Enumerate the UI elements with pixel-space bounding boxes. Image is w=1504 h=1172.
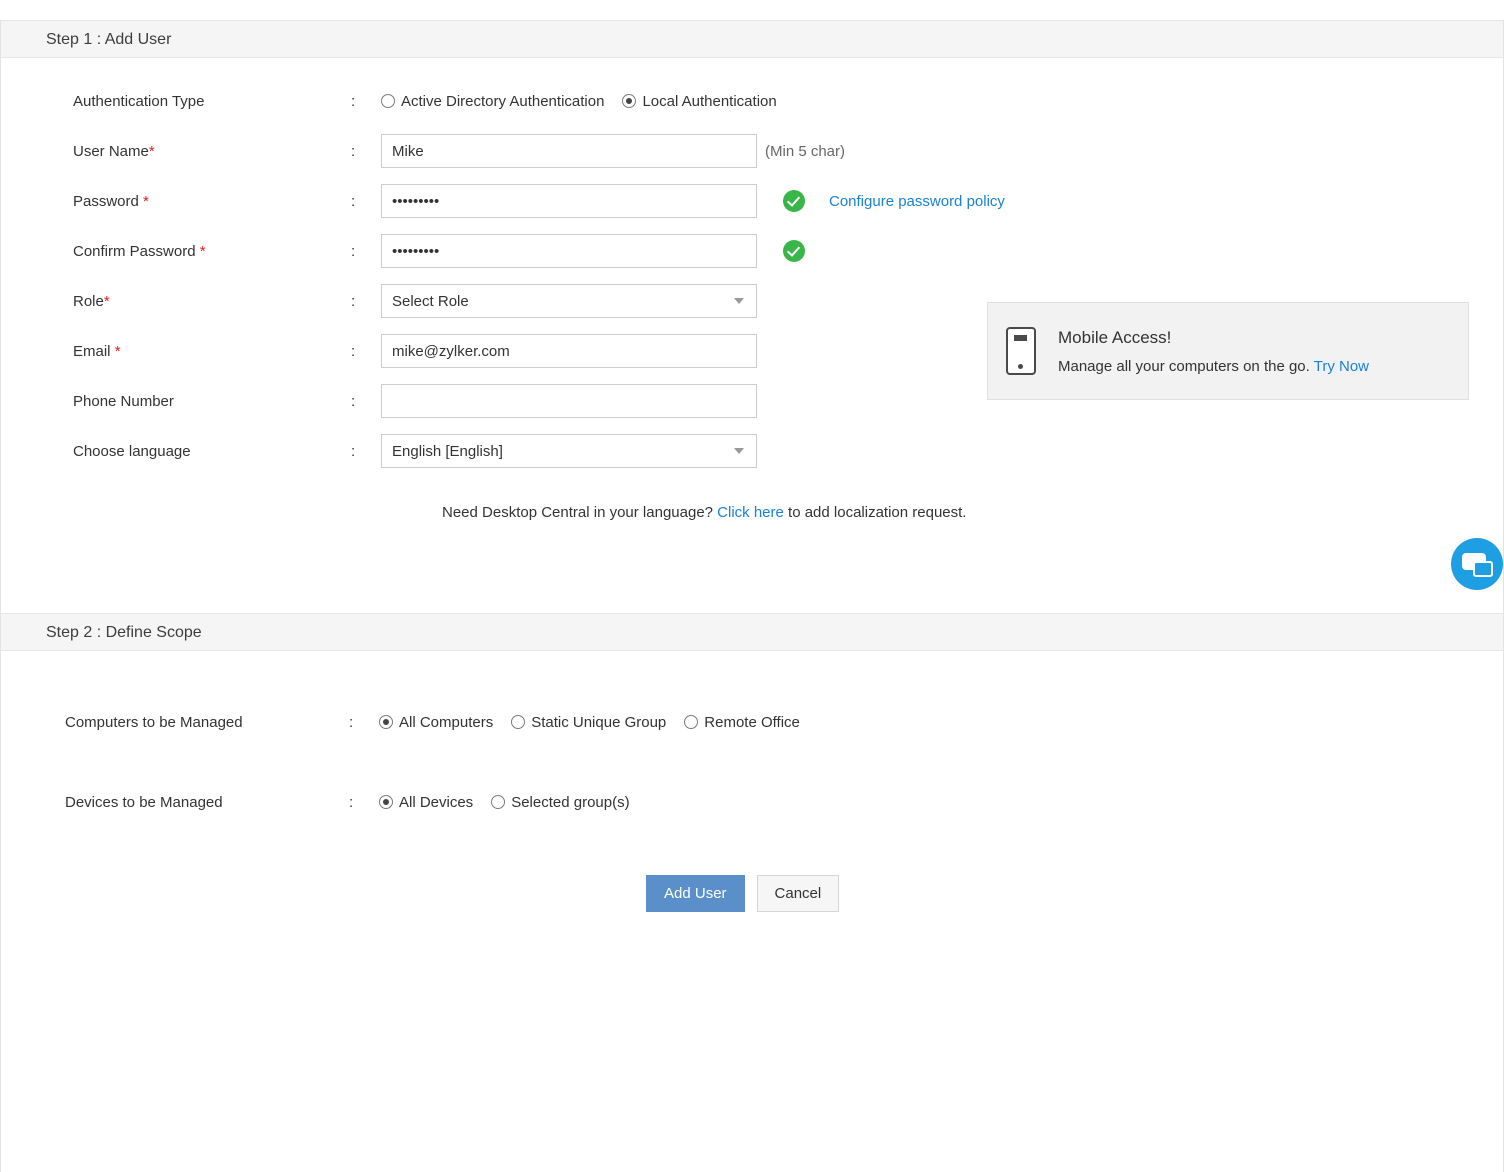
check-circle-icon bbox=[783, 190, 805, 212]
radio-icon bbox=[511, 715, 525, 729]
radio-local-authentication[interactable] bbox=[622, 93, 776, 110]
form-actions bbox=[1, 875, 1503, 912]
radio-icon bbox=[379, 715, 393, 729]
colon-separator: : bbox=[351, 442, 356, 460]
mobile-access-card bbox=[987, 302, 1469, 400]
language-selected-value: English [English] bbox=[392, 442, 503, 460]
confirm-password-label: Confirm Password * bbox=[73, 242, 206, 260]
row-devices-to-be-managed bbox=[1, 773, 1503, 831]
radio-label: Local Authentication bbox=[642, 92, 777, 110]
authentication-type-label: Authentication Type bbox=[73, 92, 205, 110]
localization-note-pre: Need Desktop Central in your language? bbox=[442, 504, 718, 521]
radio-selected-groups[interactable] bbox=[491, 794, 629, 811]
row-choose-language bbox=[1, 426, 1503, 476]
required-marker: * bbox=[103, 292, 110, 310]
step2-header: Step 2 : Define Scope bbox=[1, 613, 1503, 651]
radio-label: All Computers bbox=[399, 713, 494, 731]
radio-all-computers[interactable] bbox=[379, 714, 493, 731]
radio-icon bbox=[622, 94, 636, 108]
chat-support-icon[interactable] bbox=[1451, 538, 1503, 590]
colon-separator: : bbox=[349, 793, 354, 811]
radio-icon bbox=[491, 795, 505, 809]
row-authentication-type bbox=[1, 76, 1503, 126]
email-input[interactable] bbox=[381, 334, 757, 368]
localization-click-here-link[interactable]: Click here bbox=[717, 504, 784, 521]
colon-separator: : bbox=[351, 392, 356, 410]
add-user-button[interactable]: Add User bbox=[646, 875, 745, 912]
language-select[interactable] bbox=[381, 434, 757, 468]
computers-options bbox=[379, 714, 818, 731]
required-marker: * bbox=[114, 342, 121, 360]
password-input[interactable] bbox=[381, 184, 757, 218]
radio-label: Selected group(s) bbox=[511, 793, 630, 811]
role-field-group bbox=[381, 284, 757, 318]
add-user-page bbox=[0, 20, 1504, 1172]
role-selected-value: Select Role bbox=[392, 292, 469, 310]
colon-separator: : bbox=[351, 242, 356, 260]
colon-separator: : bbox=[351, 142, 356, 160]
configure-password-policy-link[interactable]: Configure password policy bbox=[829, 192, 1005, 210]
try-now-link[interactable]: Try Now bbox=[1313, 357, 1369, 375]
mobile-access-subtitle-text: Manage all your computers on the go. bbox=[1058, 357, 1314, 375]
radio-icon bbox=[381, 94, 395, 108]
confirm-password-field-group bbox=[381, 234, 805, 268]
required-marker: * bbox=[148, 142, 155, 160]
role-select[interactable] bbox=[381, 284, 757, 318]
radio-icon bbox=[684, 715, 698, 729]
row-password bbox=[1, 176, 1503, 226]
required-marker: * bbox=[199, 242, 206, 260]
row-confirm-password bbox=[1, 226, 1503, 276]
phone-number-field-group bbox=[381, 384, 757, 418]
localization-note bbox=[1, 504, 1503, 521]
step1-form bbox=[1, 58, 1503, 521]
phone-number-input[interactable] bbox=[381, 384, 757, 418]
mobile-access-title: Mobile Access! bbox=[1058, 327, 1172, 347]
radio-static-unique-group[interactable] bbox=[511, 714, 666, 731]
user-name-hint: (Min 5 char) bbox=[765, 142, 846, 160]
chevron-down-icon bbox=[734, 448, 744, 454]
step1-header: Step 1 : Add User bbox=[1, 20, 1503, 58]
mobile-phone-icon bbox=[1006, 327, 1036, 375]
mobile-access-subtitle bbox=[1058, 358, 1369, 375]
password-field-group bbox=[381, 184, 1005, 218]
radio-active-directory-authentication[interactable] bbox=[381, 93, 604, 110]
colon-separator: : bbox=[351, 92, 356, 110]
cancel-button[interactable]: Cancel bbox=[757, 875, 840, 912]
row-user-name bbox=[1, 126, 1503, 176]
authentication-type-options bbox=[381, 93, 795, 110]
row-computers-to-be-managed bbox=[1, 693, 1503, 751]
mobile-access-text bbox=[1058, 328, 1369, 375]
radio-remote-office[interactable] bbox=[684, 714, 800, 731]
radio-icon bbox=[379, 795, 393, 809]
colon-separator: : bbox=[351, 292, 356, 310]
colon-separator: : bbox=[349, 713, 354, 731]
radio-label: Remote Office bbox=[704, 713, 800, 731]
choose-language-field-group bbox=[381, 434, 757, 468]
check-circle-icon bbox=[783, 240, 805, 262]
confirm-password-input[interactable] bbox=[381, 234, 757, 268]
email-label: Email * bbox=[73, 342, 121, 360]
user-name-field-group bbox=[381, 134, 845, 168]
chat-bubble-shape-secondary bbox=[1473, 561, 1493, 577]
required-marker: * bbox=[143, 192, 149, 210]
email-field-group bbox=[381, 334, 757, 368]
colon-separator: : bbox=[351, 342, 356, 360]
devices-options bbox=[379, 794, 648, 811]
phone-number-label: Phone Number bbox=[73, 392, 174, 410]
password-label: Password * bbox=[73, 192, 149, 210]
radio-all-devices[interactable] bbox=[379, 794, 473, 811]
radio-label: Static Unique Group bbox=[531, 713, 667, 731]
user-name-input[interactable] bbox=[381, 134, 757, 168]
devices-to-be-managed-label: Devices to be Managed bbox=[65, 793, 223, 811]
step2-form bbox=[1, 651, 1503, 912]
choose-language-label: Choose language bbox=[73, 442, 191, 460]
radio-label: Active Directory Authentication bbox=[401, 92, 605, 110]
colon-separator: : bbox=[351, 192, 356, 210]
role-label: Role* bbox=[73, 292, 110, 310]
chevron-down-icon bbox=[734, 298, 744, 304]
localization-note-post: to add localization request. bbox=[783, 504, 967, 521]
radio-label: All Devices bbox=[399, 793, 474, 811]
computers-to-be-managed-label: Computers to be Managed bbox=[65, 713, 243, 731]
user-name-label: User Name* bbox=[73, 142, 155, 160]
